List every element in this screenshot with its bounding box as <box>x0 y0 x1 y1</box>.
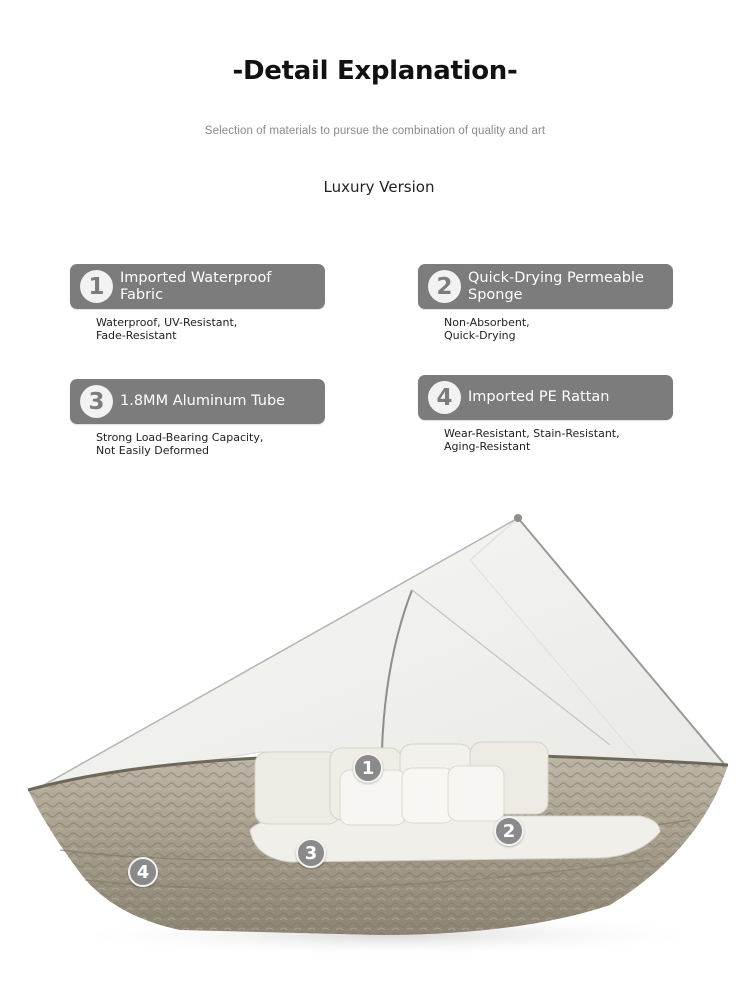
feature-description: Wear-Resistant, Stain-Resistant, Aging-Resistant <box>444 427 620 453</box>
front-pillow <box>402 768 454 823</box>
feature-label: 1.8MM Aluminum Tube <box>120 393 286 409</box>
feature-label: Imported PE Rattan <box>468 389 610 405</box>
page-title: -Detail Explanation- <box>232 56 518 86</box>
callout-marker-3: 3 <box>296 838 326 868</box>
feature-pill <box>70 264 325 309</box>
number-badge: 1 <box>80 270 113 303</box>
callout-marker-1: 1 <box>353 753 383 783</box>
boat-daybed-illustration <box>0 500 750 1000</box>
number-badge: 4 <box>428 381 461 414</box>
feature-pill <box>70 379 325 424</box>
version-label: Luxury Version <box>323 178 435 196</box>
front-pillow <box>448 766 504 821</box>
feature-pill <box>418 264 673 309</box>
callout-marker-2: 2 <box>494 816 524 846</box>
page-subtitle: Selection of materials to pursue the combination of quality and art <box>204 125 546 137</box>
number-badge: 2 <box>428 270 461 303</box>
callout-marker-4: 4 <box>128 857 158 887</box>
feature-description: Waterproof, UV-Resistant, Fade-Resistant <box>96 316 238 342</box>
feature-label: Imported Waterproof Fabric <box>120 269 272 303</box>
feature-description: Non-Absorbent, Quick-Drying <box>444 316 530 342</box>
feature-label: Quick-Drying Permeable Sponge <box>468 269 644 303</box>
mast-cap <box>514 514 522 522</box>
back-pillow <box>255 752 340 824</box>
feature-description: Strong Load-Bearing Capacity, Not Easily Deformed <box>96 431 264 457</box>
number-badge: 3 <box>80 385 113 418</box>
feature-pill <box>418 375 673 420</box>
